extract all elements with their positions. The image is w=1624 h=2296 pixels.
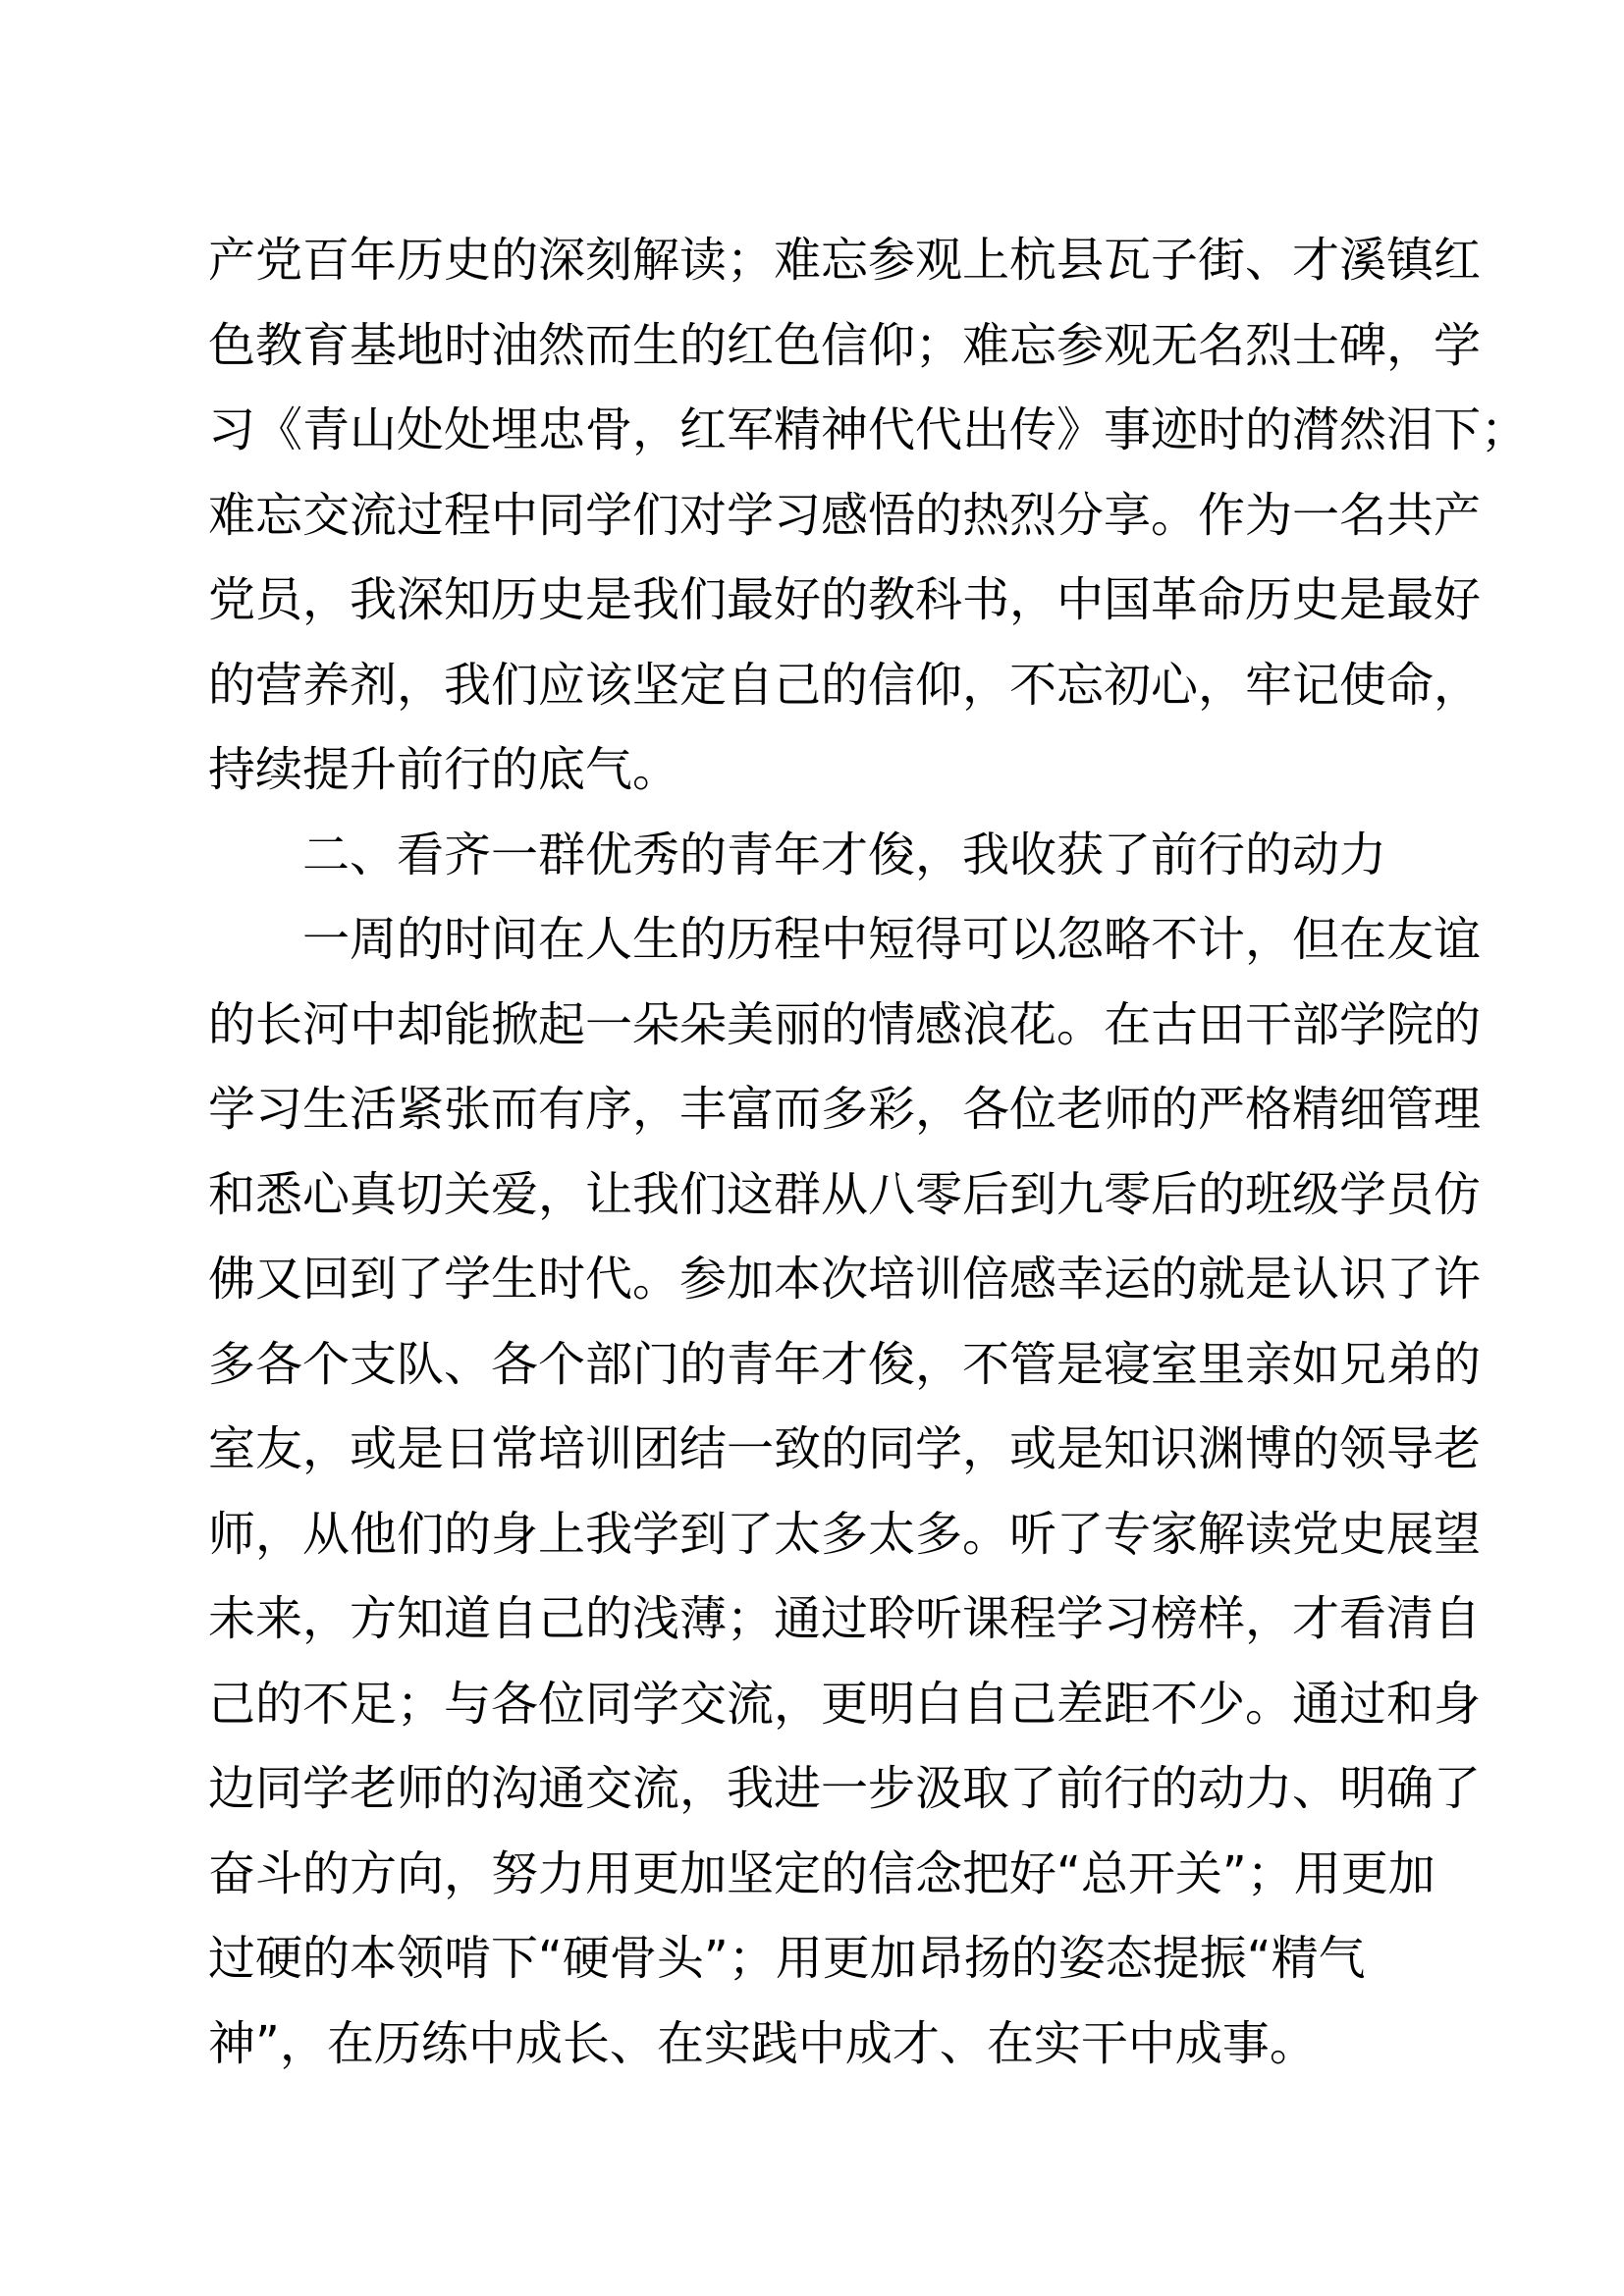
text-line: 神”，在历练中成长、在实践中成才、在实干中成事。 (208, 2015, 1317, 2071)
text-line: 产党百年历史的深刻解读；难忘参观上杭县瓦子街、才溪镇红 (208, 233, 1482, 288)
text-line: 习《青山处处埋忠骨，红军精神代代出传》事迹时的潸然泪下； (208, 402, 1529, 457)
text-line: 的长河中却能掀起一朵朵美丽的情感浪花。在古田干部学院的 (208, 996, 1482, 1052)
text-line: 室友，或是日常培训团结一致的同学，或是知识渊博的领导老 (208, 1421, 1482, 1476)
text-line: 一周的时间在人生的历程中短得可以忽略不计，但在友谊 (302, 912, 1482, 967)
text-line: 未来，方知道自己的浅薄；通过聆听课程学习榜样，才看清自 (208, 1591, 1482, 1646)
text-line: 多各个支队、各个部门的青年才俊，不管是寝室里亲如兄弟的 (208, 1336, 1482, 1392)
text-line: 持续提升前行的底气。 (208, 742, 680, 797)
section-heading: 二、看齐一群优秀的青年才俊，我收获了前行的动力 (302, 827, 1387, 882)
document-body (208, 218, 1529, 2086)
text-line: 和悉心真切关爱，让我们这群从八零后到九零后的班级学员仿 (208, 1166, 1482, 1222)
text-line: 难忘交流过程中同学们对学习感悟的热烈分享。作为一名共产 (208, 487, 1482, 543)
text-line: 学习生活紧张而有序，丰富而多彩，各位老师的严格精细管理 (208, 1082, 1482, 1137)
text-line: 佛又回到了学生时代。参加本次培训倍感幸运的就是认识了许 (208, 1252, 1482, 1307)
text-line: 边同学老师的沟通交流，我进一步汲取了前行的动力、明确了 (208, 1761, 1482, 1816)
text-line: 党员，我深知历史是我们最好的教科书，中国革命历史是最好 (208, 572, 1482, 627)
text-line: 己的不足；与各位同学交流，更明白自己差距不少。通过和身 (208, 1676, 1482, 1732)
text-line: 师，从他们的身上我学到了太多太多。听了专家解读党史展望 (208, 1506, 1482, 1562)
text-line: 色教育基地时油然而生的红色信仰；难忘参观无名烈士碑，学 (208, 317, 1482, 373)
text-line: 过硬的本领啃下“硬骨头”；用更加昂扬的姿态提振“精气 (208, 1931, 1366, 1986)
text-line: 奋斗的方向，努力用更加坚定的信念把好“总开关”；用更加 (208, 1845, 1435, 1901)
text-line: 的营养剂，我们应该坚定自己的信仰，不忘初心，牢记使命， (208, 657, 1482, 713)
